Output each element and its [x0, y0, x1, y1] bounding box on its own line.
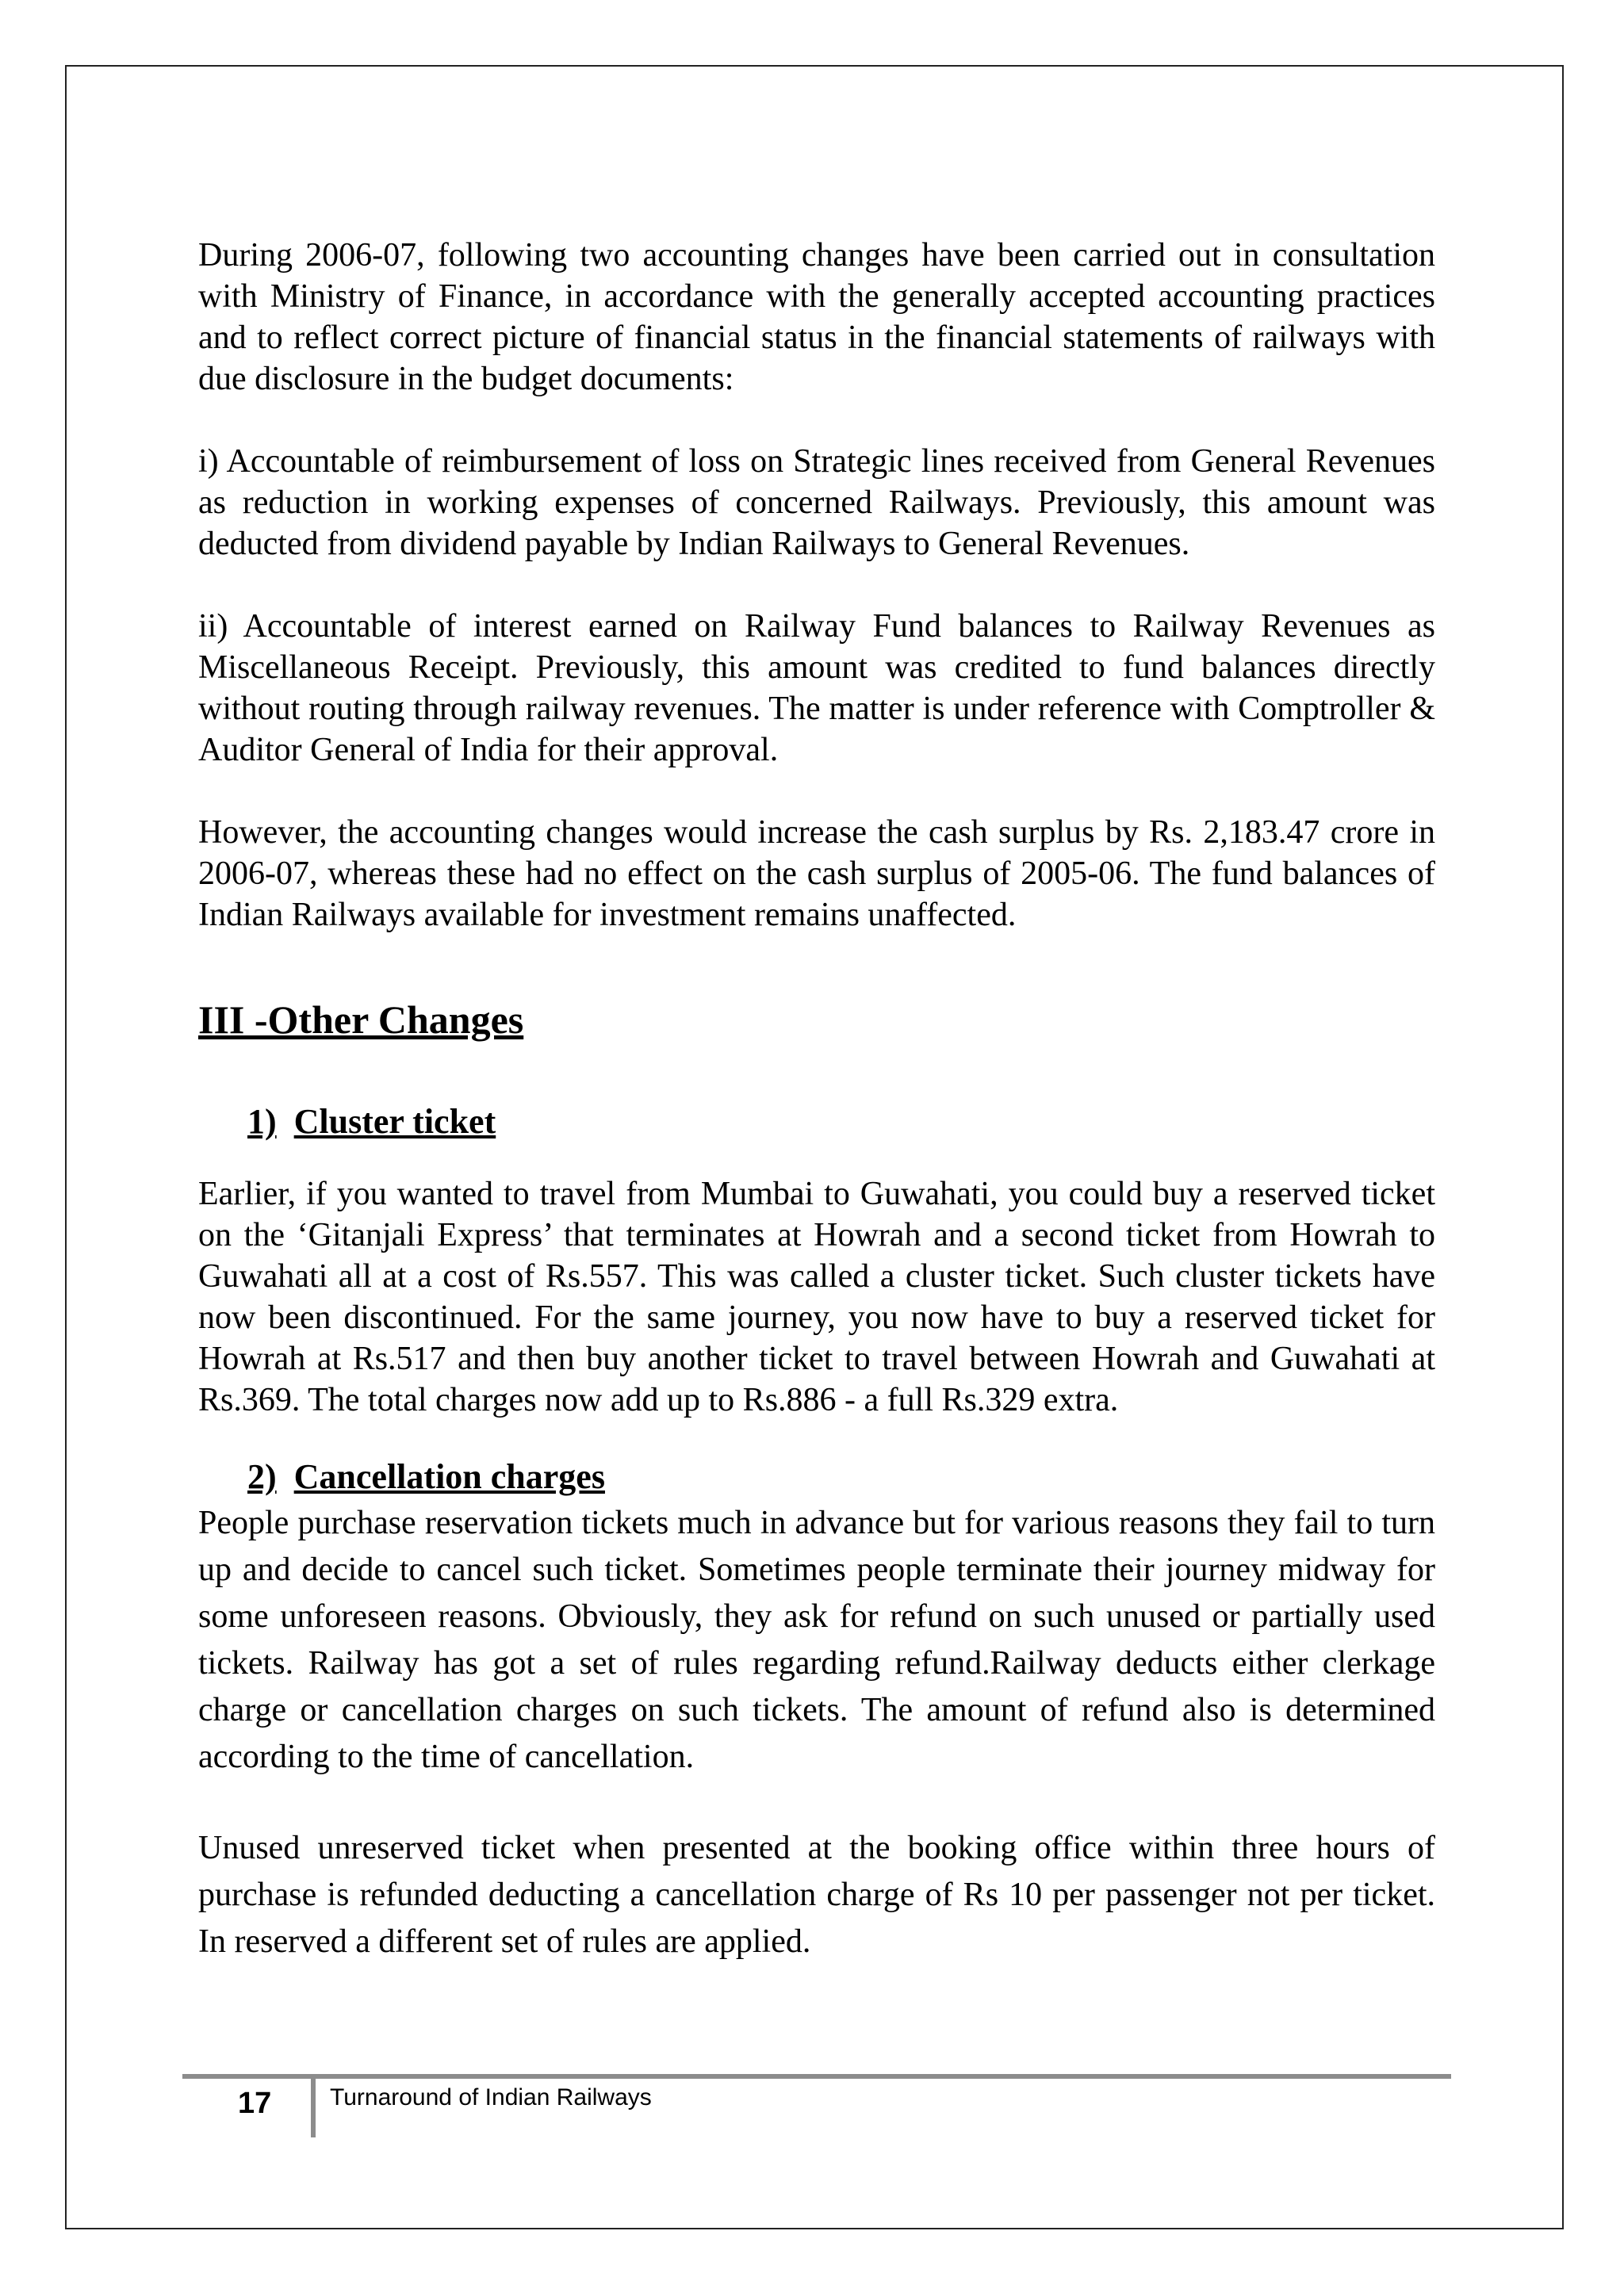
cancellation-paragraph-2: Unused unreserved ticket when presented at the booking office within three hours of purchase is refunded deducting a cancellation charge of Rs 10 per passenger not per ticket. In reserved a different set of rules are applied.: [198, 1830, 1435, 1960]
intro-paragraph: During 2006-07, following two accounting changes have been carried out in consultation with Ministry of Finance, in accordance with the generally accepted accounting practices and to reflect correct picture of financial status in the financial statements of railways with due disclosure in the budget documents:: [198, 237, 1435, 397]
subheading-title: Cancellation charges: [293, 1457, 605, 1496]
subheading-cluster-ticket: [247, 1100, 1435, 1143]
cluster-ticket-paragraph: Earlier, if you wanted to travel from Mumbai to Guwahati, you could buy a reserved ticket on the ‘Gitanjali Express’ that terminates at Howrah and a second ticket from Howrah to Guwahati all at a cost of Rs.557. This was called a cluster ticket. Such cluster tickets have now been discontinued. For the same journey, you now have to buy a reserved ticket for Howrah at Rs.517 and then buy another ticket to travel between Howrah and Guwahati at Rs.369. The total charges now add up to Rs.886 - a full Rs.329 extra.: [198, 1176, 1435, 1418]
footer-title: Turnaround of Indian Railways: [330, 2084, 652, 2110]
section-heading: III -Other Changes: [198, 997, 524, 1042]
subheading-title: Cluster ticket: [293, 1102, 496, 1141]
footer-rule: [182, 2074, 1451, 2079]
change-item-2: ii) Accountable of interest earned on Railway Fund balances to Railway Revenues as Miscellaneous Receipt. Previously, this amount was credited to fund balances directly without routing through railway revenues. The matter is under reference with Comptroller & Auditor General of India for their approval.: [198, 608, 1435, 768]
page-number: 17: [238, 2087, 272, 2120]
cancellation-paragraph-1: People purchase reservation tickets much in advance but for various reasons they fail to turn up and decide to cancel such ticket. Sometimes people terminate their journey midway for some unforeseen reasons. Obviously, they ask for refund on such unused or partially used tickets. Railway has got a set of rules regarding refund.Railway deducts either clerkage charge or cancellation charges on such tickets. The amount of refund also is determined according to the time of cancellation.: [198, 1505, 1435, 1775]
however-paragraph: However, the accounting changes would increase the cash surplus by Rs. 2,183.47 crore in 2006-07, whereas these had no effect on the cash surplus of 2005-06. The fund balances of Indian Railways available for investment remains unaffected.: [198, 814, 1435, 933]
footer-divider: [311, 2079, 316, 2137]
page-content: [198, 235, 1435, 1965]
change-item-1: i) Accountable of reimbursement of loss on Strategic lines received from General Revenues as reduction in working expenses of concerned Railways. Previously, this amount was deducted from dividend payable by Indian Railways to General Revenues.: [198, 443, 1435, 562]
subheading-number: 1): [247, 1102, 277, 1141]
subheading-cancellation-charges: [247, 1456, 1435, 1498]
subheading-number: 2): [247, 1457, 277, 1496]
